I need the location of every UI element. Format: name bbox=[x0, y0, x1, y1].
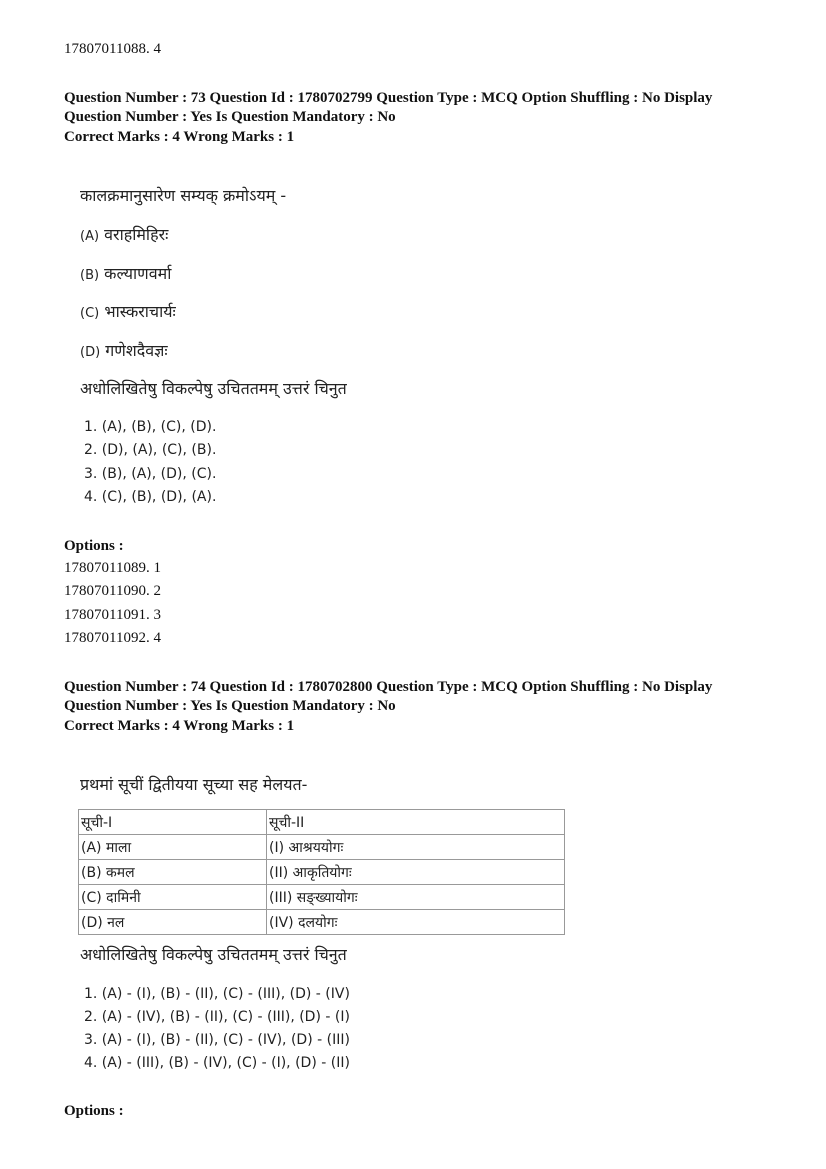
q73-choice-1: 1. (A), (B), (C), (D). bbox=[84, 419, 217, 435]
q73-item-a bbox=[80, 223, 168, 245]
q74-header-line1: Question Number : 74 Question Id : 1780702800 Question Type : MCQ Option Shuffling : No Display bbox=[64, 679, 713, 695]
q73-item-c bbox=[80, 300, 176, 322]
q73-header-line2: Question Number : Yes Is Question Mandatory : No bbox=[64, 109, 396, 125]
table-cell: (III) सङ्ख्यायोगः bbox=[267, 885, 565, 910]
table-row bbox=[79, 885, 565, 910]
table-header-list-1: सूची-I bbox=[79, 810, 267, 835]
table-cell: (II) आकृतियोगः bbox=[267, 860, 565, 885]
previous-option-id: 17807011088. 4 bbox=[64, 41, 161, 57]
q73-item-c-label: (C) bbox=[80, 306, 100, 321]
table-cell: (C) दामिनी bbox=[79, 885, 267, 910]
q74-choice-1: 1. (A) - (I), (B) - (II), (C) - (III), (D) - (IV) bbox=[84, 986, 350, 1002]
q73-header-line1: Question Number : 73 Question Id : 1780702799 Question Type : MCQ Option Shuffling : No Display bbox=[64, 90, 713, 106]
table-cell: (I) आश्रययोगः bbox=[267, 835, 565, 860]
q73-options-label: Options : bbox=[64, 538, 124, 554]
q73-choice-4: 4. (C), (B), (D), (A). bbox=[84, 489, 217, 505]
table-cell: (IV) दलयोगः bbox=[267, 910, 565, 935]
q73-item-a-text: वराहमिहिरः bbox=[104, 225, 169, 244]
q73-item-b-label: (B) bbox=[80, 268, 100, 283]
q73-item-d bbox=[80, 339, 168, 361]
q73-item-d-label: (D) bbox=[80, 345, 101, 360]
q73-option-id-1: 17807011089. 1 bbox=[64, 560, 161, 576]
table-row bbox=[79, 910, 565, 935]
q73-prompt: कालक्रमानुसारेण सम्यक् क्रमोऽयम् - bbox=[80, 186, 287, 205]
q74-options-label: Options : bbox=[64, 1103, 124, 1119]
table-row bbox=[79, 835, 565, 860]
q73-header-line3: Correct Marks : 4 Wrong Marks : 1 bbox=[64, 129, 295, 145]
q74-choice-3: 3. (A) - (I), (B) - (II), (C) - (IV), (D) - (III) bbox=[84, 1032, 350, 1048]
q73-item-d-text: गणेशदैवज्ञः bbox=[105, 341, 168, 360]
q74-prompt: प्रथमां सूचीं द्वितीयया सूच्या सह मेलयत- bbox=[80, 775, 308, 794]
q74-header-line3: Correct Marks : 4 Wrong Marks : 1 bbox=[64, 718, 295, 734]
q74-choice-2: 2. (A) - (IV), (B) - (II), (C) - (III), (D) - (I) bbox=[84, 1009, 350, 1025]
q74-instruction: अधोलिखितेषु विकल्पेषु उचिततमम् उत्तरं चिनुत bbox=[80, 945, 347, 964]
q74-header-line2: Question Number : Yes Is Question Mandatory : No bbox=[64, 698, 396, 714]
table-row bbox=[79, 860, 565, 885]
table-header-row bbox=[79, 810, 565, 835]
q73-choice-3: 3. (B), (A), (D), (C). bbox=[84, 466, 217, 482]
q73-item-b-text: कल्याणवर्मा bbox=[104, 264, 172, 283]
q73-item-a-label: (A) bbox=[80, 229, 100, 244]
table-cell: (A) माला bbox=[79, 835, 267, 860]
q73-option-id-4: 17807011092. 4 bbox=[64, 630, 161, 646]
q73-choice-2: 2. (D), (A), (C), (B). bbox=[84, 442, 217, 458]
q73-item-c-text: भास्कराचार्यः bbox=[104, 302, 176, 321]
q74-choice-4: 4. (A) - (III), (B) - (IV), (C) - (I), (D) - (II) bbox=[84, 1055, 350, 1071]
q73-option-id-2: 17807011090. 2 bbox=[64, 583, 161, 599]
table-header-list-2: सूची-II bbox=[267, 810, 565, 835]
q73-option-id-3: 17807011091. 3 bbox=[64, 607, 161, 623]
q73-item-b bbox=[80, 262, 171, 284]
q73-instruction: अधोलिखितेषु विकल्पेषु उचिततमम् उत्तरं चिनुत bbox=[80, 379, 347, 398]
q74-match-table bbox=[78, 809, 565, 935]
table-cell: (B) कमल bbox=[79, 860, 267, 885]
table-cell: (D) नल bbox=[79, 910, 267, 935]
